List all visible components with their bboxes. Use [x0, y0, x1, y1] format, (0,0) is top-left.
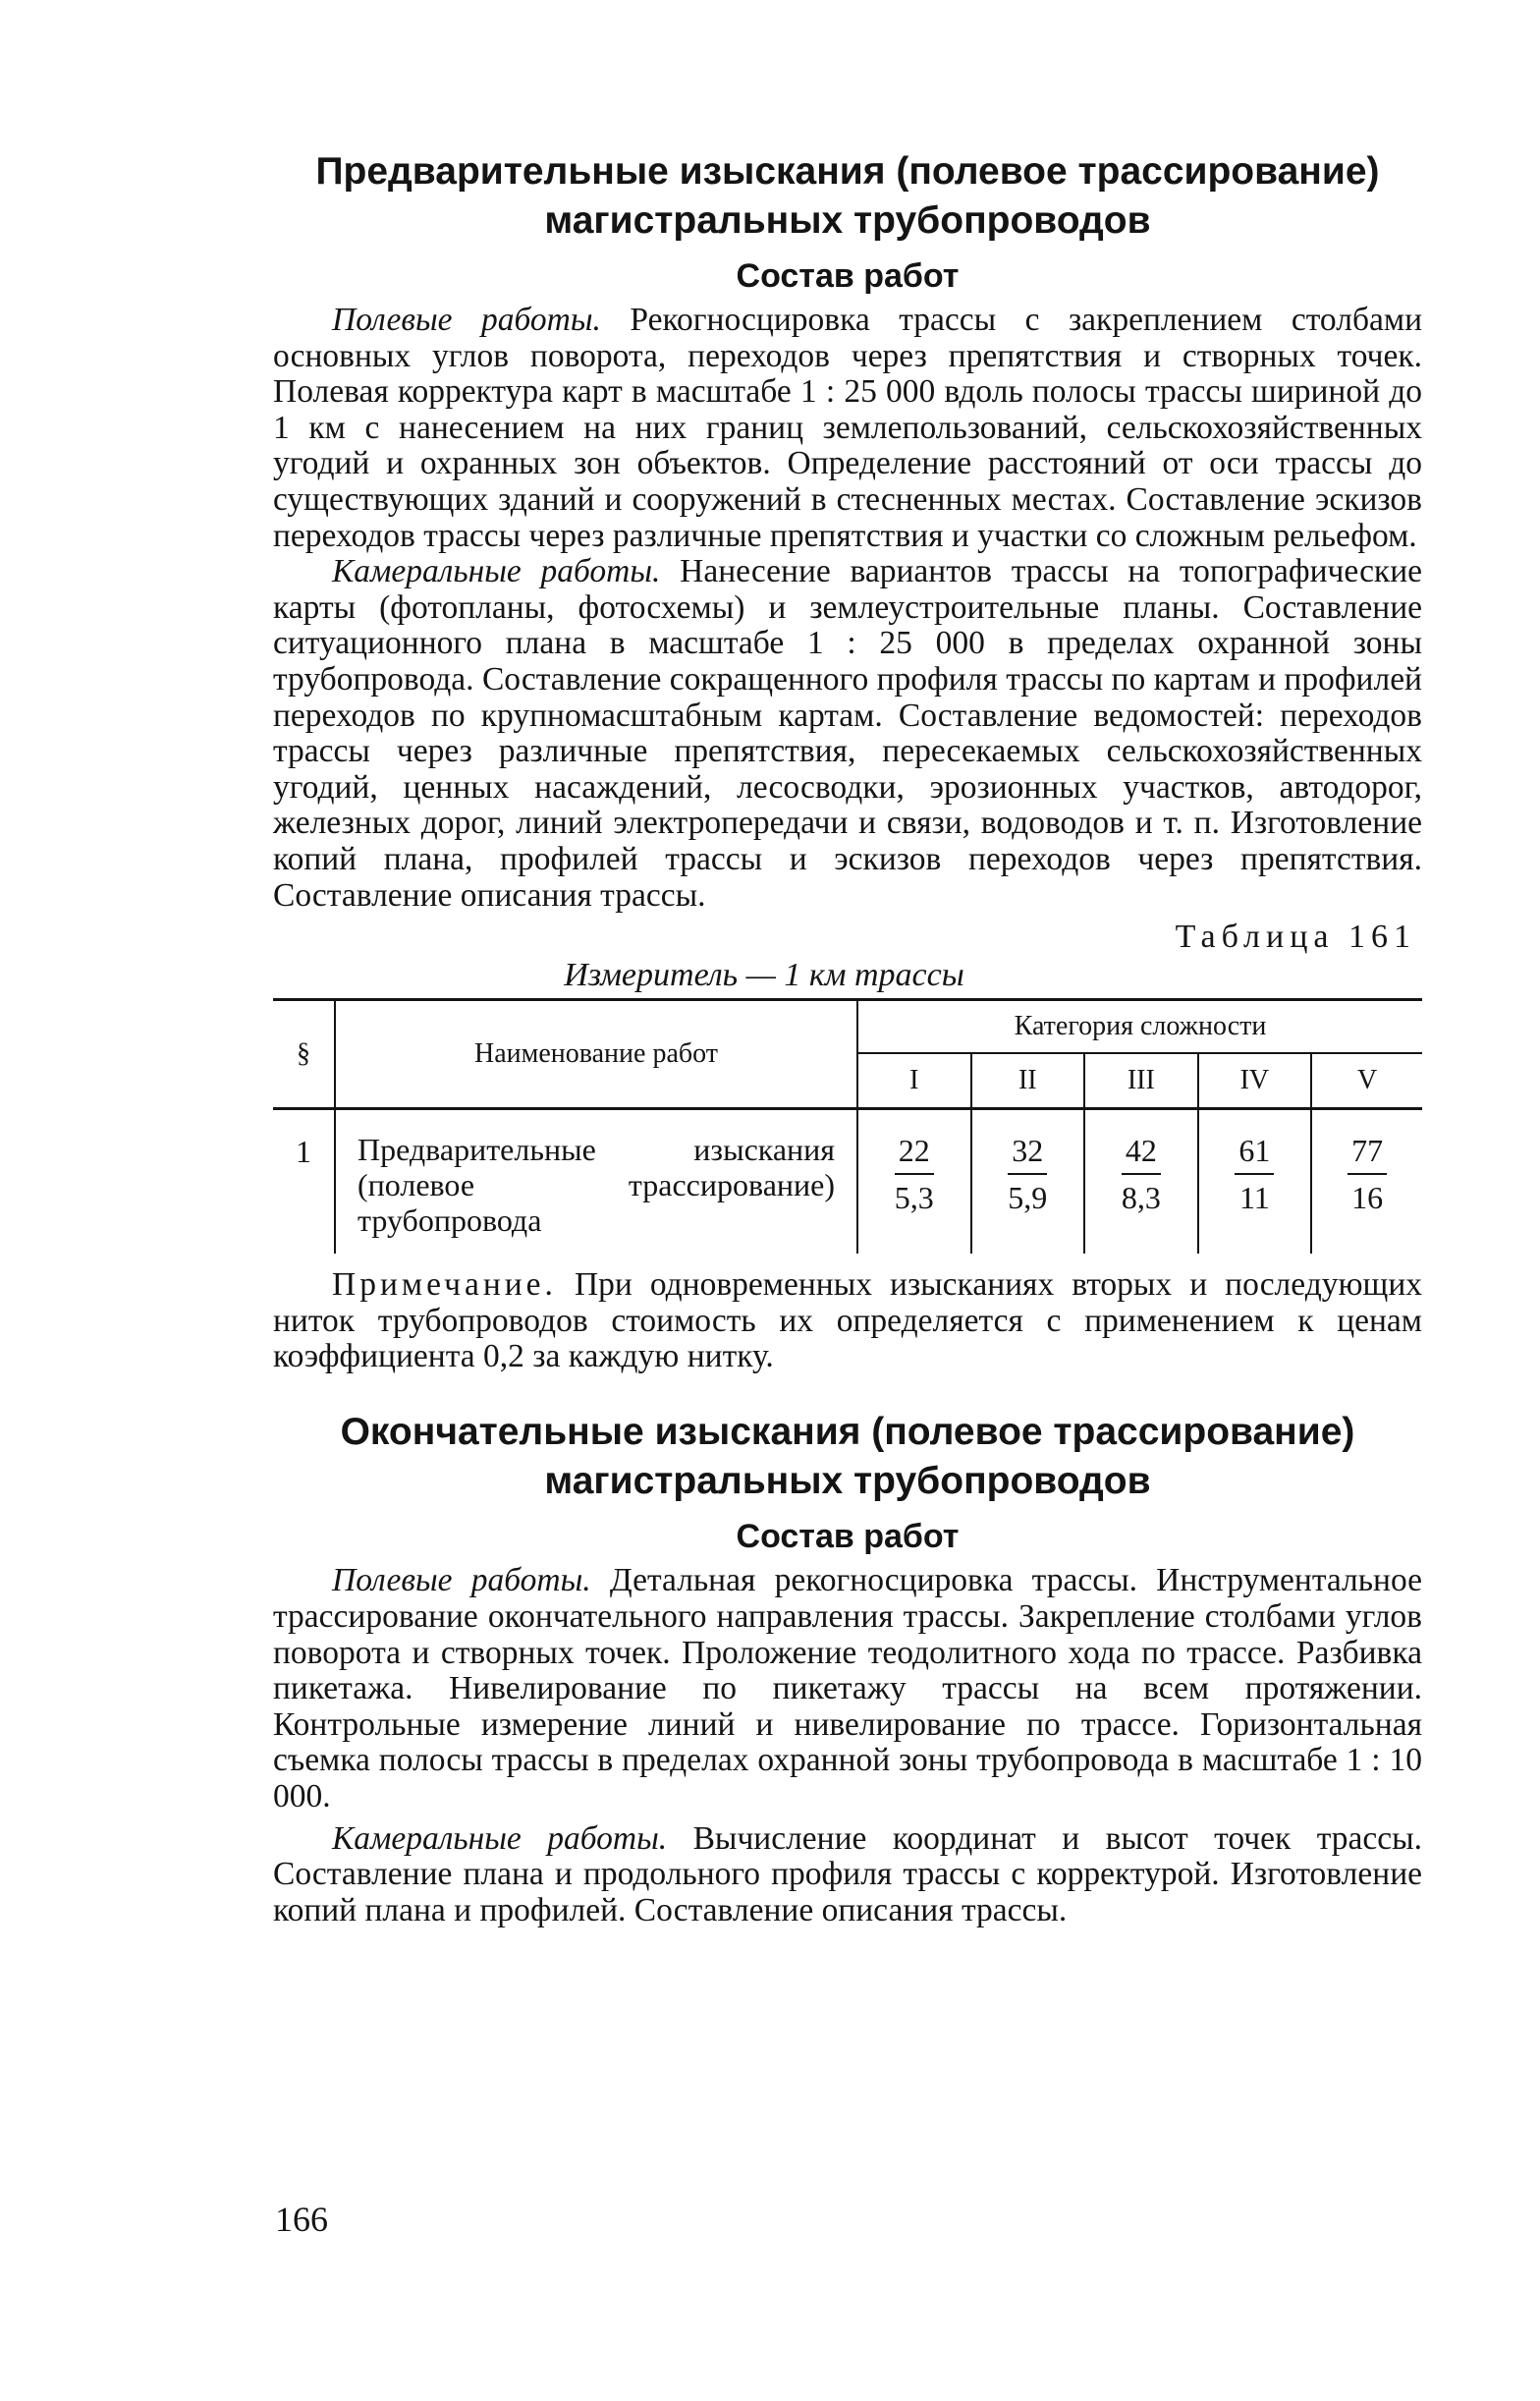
table-label: Таблица 161 — [1175, 919, 1416, 956]
price-table — [273, 998, 1422, 1254]
value-top: 61 — [1235, 1128, 1274, 1175]
value-top: 32 — [1008, 1128, 1047, 1175]
section1-subtitle: Состав работ — [736, 257, 960, 295]
section1-field-label: Полевые работы. — [332, 302, 601, 338]
section2-field-paragraph — [273, 1563, 1422, 1815]
row-num: 1 — [273, 1109, 335, 1255]
section2-title — [273, 1408, 1422, 1506]
col-group-header: Категория сложности — [857, 1000, 1422, 1054]
section2-title-line1: Окончательные изыскания (полевое трассирование) — [340, 1411, 1355, 1454]
section1-office-text: Нанесение вариантов трассы на топографические карты (фотопланы, фотосхемы) и землеустроительные планы. Составление ситуационного плана в масштабе 1 : 25 000 в пределах охранной зоны трубопровода. Составление сокращенного профиля трассы по картам и профилей переходов по крупномасштабным картам. Составление ведомостей: переходов трассы через различные препятствия, пересекаемых сельскохозяйственных угодий, ценных насаждений, лесосводки, эрозионных участков, автодорог, железных дорог, линий электропередачи и связи, водоводов и т. п. Изготовление копий плана, профилей трассы и эскизов переходов через препятствия. Составление описания трассы. — [273, 553, 1423, 914]
section2-office-label: Камеральные работы. — [332, 1819, 668, 1857]
section2-office-paragraph — [273, 1821, 1422, 1929]
value-top: 22 — [895, 1128, 934, 1175]
section1-title-line1: Предварительные изыскания (полевое трассирование) — [315, 150, 1380, 193]
value-cell-4 — [1198, 1109, 1312, 1255]
value-cell-5 — [1311, 1109, 1422, 1255]
section2-office-text: Вычисление координат и высот точек трассы. Составление плана и продольного профиля трассы с корректурой. Изготовление копий плана и профилей. Составление описания трассы. — [273, 1819, 1422, 1928]
table-note — [273, 1267, 1422, 1375]
section2-subtitle: Состав работ — [736, 1518, 960, 1556]
section1-title — [273, 147, 1422, 246]
section1-office-label: Камеральные работы. — [332, 553, 661, 590]
value-bottom: 11 — [1238, 1180, 1270, 1216]
value-fraction — [895, 1128, 934, 1220]
note-text: При одновременных изысканиях вторых и последующих ниток трубопроводов стоимость их определяется с применением к ценам коэффициента 0,2 за каждую нитку. — [273, 1266, 1422, 1375]
category-header-5: V — [1311, 1053, 1422, 1109]
value-bottom: 5,3 — [894, 1180, 934, 1216]
col-name-header: Наименование работ — [335, 1000, 857, 1109]
row-name: Предварительные изыскания (полевое трассирование) трубопровода — [335, 1109, 857, 1255]
table-unit: Измеритель — 1 км трассы — [564, 957, 964, 994]
value-cell-1 — [857, 1109, 971, 1255]
section2-title-line2: магистральных трубопроводов — [544, 1460, 1151, 1503]
section1-title-line2: магистральных трубопроводов — [544, 199, 1151, 242]
value-bottom: 5,9 — [1008, 1180, 1048, 1216]
value-cell-3 — [1084, 1109, 1198, 1255]
value-fraction — [1348, 1128, 1387, 1220]
value-cell-2 — [971, 1109, 1085, 1255]
value-fraction — [1235, 1128, 1274, 1220]
category-header-4: IV — [1198, 1053, 1312, 1109]
col-num-header: § — [273, 1000, 335, 1109]
table-row — [273, 1109, 1422, 1255]
section1-field-paragraph — [273, 303, 1422, 554]
section1-field-text: Рекогносцировка трассы с закреплением столбами основных углов поворота, переходов через препятствия и створных точек. Полевая корректура карт в масштабе 1 : 25 000 вдоль полосы трассы шириной до 1 км с нанесением на них границ землепользований, сельскохозяйственных угодий и охранных зон объектов. Определение расстояний от оси трассы до существующих зданий и сооружений в стесненных местах. Составление эскизов переходов трассы через различные препятствия и участки со сложным рельефом. — [273, 302, 1422, 554]
page-number: 166 — [275, 2200, 328, 2239]
section2-field-text: Детальная рекогносцировка трассы. Инструментальное трассирование окончательного направления трассы. Закрепление столбами углов поворота и створных точек. Проложение теодолитного хода по трассе. Разбивка пикетажа. Нивелирование по пикетажу трассы на всем протяжении. Контрольные измерение линий и нивелирование по трассе. Горизонтальная съемка полосы трассы в пределах охранной зоны трубопровода в масштабе 1 : 10 000. — [273, 1562, 1422, 1815]
section1-office-paragraph — [273, 554, 1422, 914]
value-top: 42 — [1122, 1128, 1161, 1175]
table-body — [273, 1109, 1422, 1255]
value-bottom: 16 — [1351, 1180, 1384, 1216]
value-fraction — [1008, 1128, 1047, 1220]
value-fraction — [1122, 1128, 1161, 1220]
value-bottom: 8,3 — [1121, 1180, 1161, 1216]
category-header-3: III — [1084, 1053, 1198, 1109]
value-top: 77 — [1348, 1128, 1387, 1175]
note-label: Примечание. — [332, 1266, 557, 1304]
section2-field-label: Полевые работы. — [332, 1562, 591, 1599]
category-header-2: II — [971, 1053, 1085, 1109]
document-page — [273, 147, 1422, 1928]
category-header-1: I — [857, 1053, 971, 1109]
